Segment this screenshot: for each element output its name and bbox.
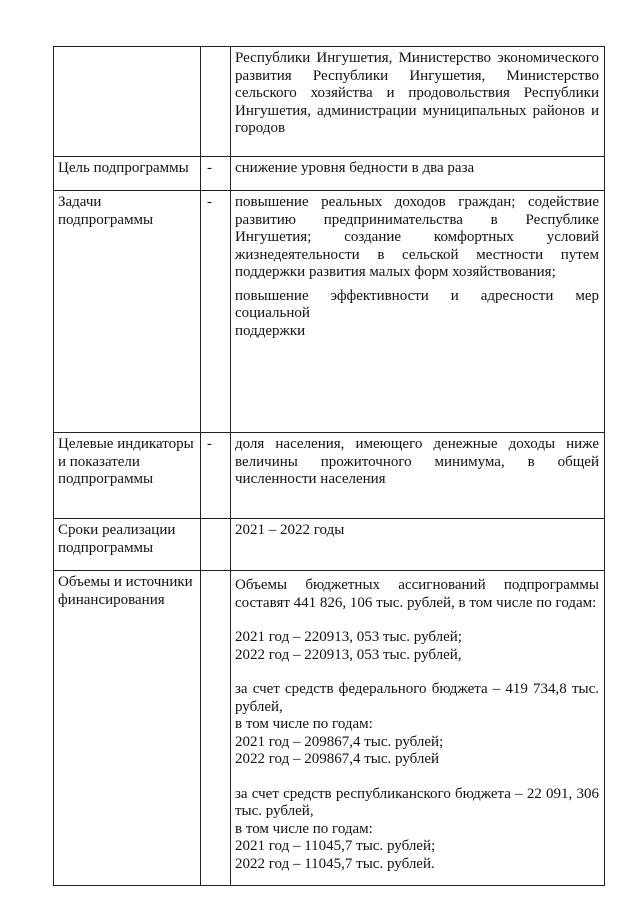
federal-2022: 2022 год – 209867,4 тыс. рублей: [235, 751, 440, 767]
table-row: [54, 47, 605, 157]
row-label: [54, 47, 201, 157]
regional-2022: 2022 год – 11045,7 тыс. рублей.: [235, 855, 435, 872]
passport-table: [53, 46, 605, 886]
tasks-paragraph-2: повышение эффективности и адресности мер социальной: [235, 287, 599, 321]
row-label-funding: Объемы и источники финансирования: [54, 571, 201, 886]
row-label-indicators: Целевые индикаторы и показатели подпрограммы: [54, 433, 201, 519]
federal-2021: 2021 год – 209867,4 тыс. рублей;: [235, 733, 444, 750]
row-separator: -: [201, 191, 231, 433]
row-label-timeframe: Сроки реализации подпрограммы: [54, 519, 201, 571]
federal-by-years: в том числе по годам:: [235, 716, 373, 732]
row-separator: [201, 519, 231, 571]
table-row: [54, 157, 605, 191]
row-separator: -: [201, 433, 231, 519]
federal-intro: за счет средств федерального бюджета – 419 734,8 тыс. рублей,: [235, 681, 599, 715]
row-separator: [201, 47, 231, 157]
goal-text: снижение уровня бедности в два раза: [231, 157, 605, 191]
timeframe-text: 2021 – 2022 годы: [231, 519, 605, 571]
regional-2021: 2021 год – 11045,7 тыс. рублей;: [235, 838, 436, 854]
funding-2022: 2022 год – 220913, 053 тыс. рублей,: [235, 646, 462, 663]
funding-intro: Объемы бюджетных ассигнований подпрограммы составят 441 826, 106 тыс. рублей, в том числе по годам:: [235, 577, 599, 611]
row-separator: -: [201, 157, 231, 191]
table-row: [54, 571, 605, 886]
tasks-paragraph-3: поддержки: [235, 322, 306, 339]
row-label-goal: Цель подпрограммы: [54, 157, 201, 191]
funding-2021: 2021 год – 220913, 053 тыс. рублей;: [235, 629, 462, 645]
regional-intro: за счет средств республиканского бюджета – 22 091, 306 тыс. рублей,: [235, 785, 599, 819]
table-row: [54, 433, 605, 519]
table-row: [54, 191, 605, 433]
tasks-paragraph-1: повышение реальных доходов граждан; содействие развитию предпринимательства в Республике Ингушетия; создание комфортных условий жизнедеятельности в сельской местности путем поддержки развития малых форм хозяйствования;: [235, 194, 599, 280]
indicators-text: доля населения, имеющего денежные доходы ниже величины прожиточного минимума, в общей численности населения: [231, 433, 605, 519]
funding-cell: [231, 571, 605, 886]
responsible-executors-text: Республики Ингушетия, Министерство экономического развития Республики Ингушетия, Министерство сельского хозяйства и продовольствия Республики Ингушетия, администрации муниципальных районов и городов: [231, 47, 605, 157]
row-separator: [201, 571, 231, 886]
table-row: [54, 519, 605, 571]
row-label-tasks: Задачи подпрограммы: [54, 191, 201, 433]
tasks-cell: [231, 191, 605, 433]
regional-by-years: в том числе по годам:: [235, 820, 373, 837]
